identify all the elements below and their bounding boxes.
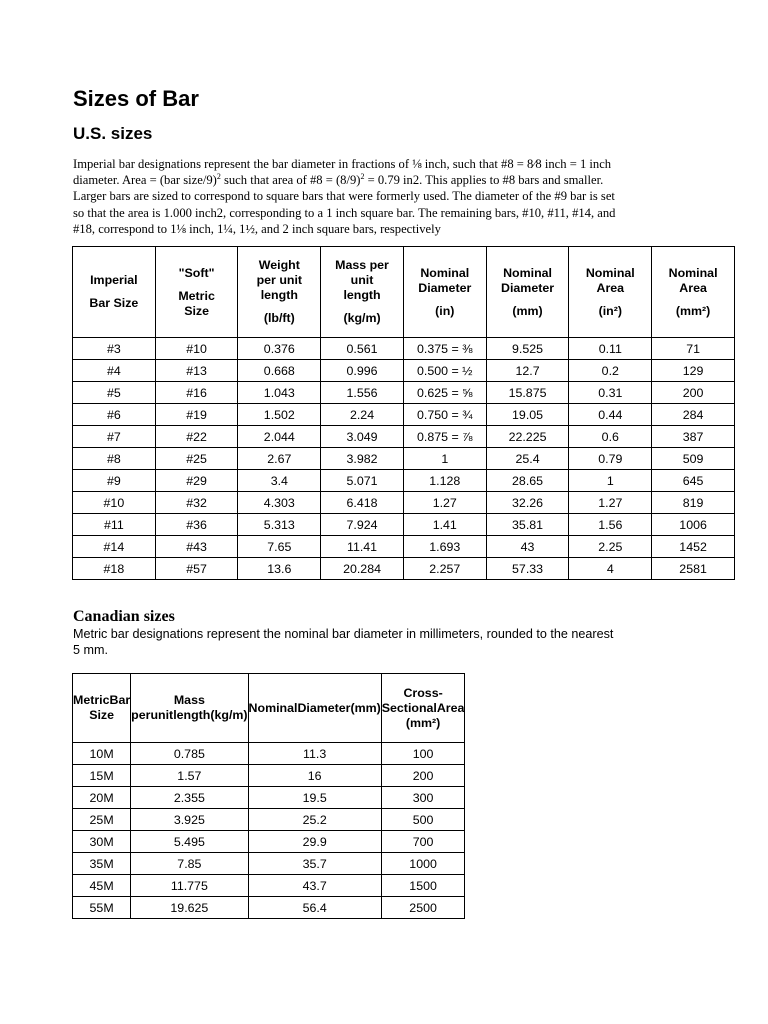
- ca-table-cell: 11.3: [248, 743, 381, 765]
- us-table-cell: 12.7: [486, 360, 569, 382]
- us-table-cell: 28.65: [486, 470, 569, 492]
- us-table-cell: 5.071: [321, 470, 404, 492]
- us-header-top-text: Nominal: [420, 265, 470, 280]
- ca-table-cell: 200: [381, 765, 465, 787]
- us-sizes-paragraph: [73, 156, 703, 237]
- us-table-cell: 200: [652, 382, 735, 404]
- table-row: [73, 448, 735, 470]
- ca-table-cell: 43.7: [248, 875, 381, 897]
- table-row: [73, 787, 465, 809]
- us-table-cell: #13: [155, 360, 238, 382]
- us-header-bottom-text: Size: [184, 303, 209, 318]
- us-table-cell: #19: [155, 404, 238, 426]
- table-row: [73, 558, 735, 580]
- us-table-cell: 6.418: [321, 492, 404, 514]
- table-row: [73, 743, 465, 765]
- us-table-cell: #18: [73, 558, 156, 580]
- us-paragraph-line-2b: such that area of #8 = (8/9): [220, 173, 361, 188]
- us-header-top-text: per unit: [256, 273, 303, 287]
- us-table-cell: 1.043: [238, 382, 321, 404]
- us-header-top-text: length: [343, 288, 381, 302]
- us-header-bottom-text: (in): [435, 303, 455, 318]
- us-table-cell: #16: [155, 382, 238, 404]
- us-header-top-text: Nominal: [668, 265, 718, 280]
- us-table-cell: 22.225: [486, 426, 569, 448]
- us-table-cell: #10: [155, 338, 238, 360]
- ca-header-top-text: Mass per: [131, 693, 205, 722]
- ca-header-cell-0: [73, 674, 131, 743]
- ca-header-top-text: Metric: [73, 693, 110, 707]
- us-table-cell: 1.27: [569, 492, 652, 514]
- ca-header-top-text: Cross-: [403, 685, 443, 700]
- us-header-top-text: unit: [350, 273, 374, 287]
- us-table-cell: 7.65: [238, 536, 321, 558]
- us-table-cell: #11: [73, 514, 156, 536]
- us-header-top-text: "Soft": [178, 265, 215, 280]
- us-header-top-text: Nominal: [585, 265, 635, 280]
- us-header-bottom-text: (lb/ft): [263, 311, 295, 325]
- ca-paragraph-line-1: Metric bar designations represent the nominal bar diameter in millimeters, rounded to the nearest: [73, 627, 614, 641]
- us-table-cell: 0.44: [569, 404, 652, 426]
- us-table-cell: 0.11: [569, 338, 652, 360]
- ca-table-cell: 7.85: [131, 853, 248, 875]
- ca-header-top-text: unit: [150, 708, 174, 722]
- us-table-cell: 9.525: [486, 338, 569, 360]
- us-header-cell-2: [238, 247, 321, 338]
- ca-table-cell: 56.4: [248, 897, 381, 919]
- us-header-cell-6: [569, 247, 652, 338]
- ca-header-cell-3: [381, 674, 465, 743]
- us-paragraph-line-3: Larger bars are sized to correspond to square bars that were formerly used. The diameter of the #9 bar is set: [73, 189, 615, 204]
- us-header-top-text: Weight: [258, 258, 300, 272]
- canadian-sizes-paragraph: [73, 626, 703, 658]
- us-table-cell: 284: [652, 404, 735, 426]
- table-row: [73, 382, 735, 404]
- us-header-top-text: Area: [679, 280, 707, 295]
- us-header-bottom-text: (mm): [512, 303, 543, 318]
- ca-table-cell: 15M: [73, 765, 131, 787]
- us-header-cell-1: [155, 247, 238, 338]
- us-table-cell: 387: [652, 426, 735, 448]
- us-header-cell-0: [73, 247, 156, 338]
- ca-header-top-text: Diameter: [297, 700, 351, 715]
- us-table-cell: 11.41: [321, 536, 404, 558]
- us-header-top-text: Area: [596, 280, 625, 295]
- us-table-cell: 0.561: [321, 338, 404, 360]
- us-table-body: [73, 338, 735, 580]
- us-table-cell: 819: [652, 492, 735, 514]
- us-header-bottom-text: (kg/m): [343, 311, 381, 325]
- ca-table-cell: 45M: [73, 875, 131, 897]
- us-header-cell-5: [486, 247, 569, 338]
- page-title: Sizes of Bar: [73, 86, 199, 111]
- table-row: [73, 809, 465, 831]
- us-paragraph-sup-1: 2: [216, 172, 221, 182]
- us-table-cell: #7: [73, 426, 156, 448]
- us-table-cell: 1.693: [403, 536, 486, 558]
- table-row: [73, 765, 465, 787]
- us-table-cell: 0.2: [569, 360, 652, 382]
- us-paragraph-line-1: Imperial bar designations represent the bar diameter in fractions of ⅛ inch, such that #8 = 8⁄8 inch = 1 inch: [73, 157, 612, 171]
- us-table-cell: 3.4: [238, 470, 321, 492]
- ca-paragraph-line-2: 5 mm.: [73, 643, 108, 657]
- ca-header-bottom-text: Bar Size: [89, 693, 131, 722]
- us-bar-sizes-table: [72, 246, 735, 580]
- us-table-cell: 0.996: [321, 360, 404, 382]
- ca-table-cell: 20M: [73, 787, 131, 809]
- table-row: [73, 897, 465, 919]
- ca-table-cell: 29.9: [248, 831, 381, 853]
- us-table-cell: #57: [155, 558, 238, 580]
- us-table-cell: #6: [73, 404, 156, 426]
- us-table-cell: 5.313: [238, 514, 321, 536]
- table-row: [73, 514, 735, 536]
- us-table-cell: 19.05: [486, 404, 569, 426]
- table-row: [73, 536, 735, 558]
- ca-table-cell: 25.2: [248, 809, 381, 831]
- us-header-cell-3: [321, 247, 404, 338]
- us-table-cell: 1: [403, 448, 486, 470]
- ca-header-cell-2: [248, 674, 381, 743]
- ca-table-cell: 2500: [381, 897, 465, 919]
- ca-table-cell: 5.495: [131, 831, 248, 853]
- us-table-cell: 3.049: [321, 426, 404, 448]
- us-table-cell: #32: [155, 492, 238, 514]
- us-table-cell: 4: [569, 558, 652, 580]
- us-table-cell: 43: [486, 536, 569, 558]
- us-header-bottom-text: (in²): [598, 303, 622, 318]
- ca-table-cell: 100: [381, 743, 465, 765]
- us-table-cell: 1.56: [569, 514, 652, 536]
- us-table-cell: 1006: [652, 514, 735, 536]
- us-table-cell: 2.24: [321, 404, 404, 426]
- us-table-cell: 0.376: [238, 338, 321, 360]
- table-row: [73, 426, 735, 448]
- table-row: [73, 492, 735, 514]
- us-table-cell: #5: [73, 382, 156, 404]
- us-header-top-text: Diameter: [501, 280, 555, 295]
- us-table-cell: 4.303: [238, 492, 321, 514]
- us-table-cell: 15.875: [486, 382, 569, 404]
- ca-table-cell: 11.775: [131, 875, 248, 897]
- us-table-cell: 645: [652, 470, 735, 492]
- ca-table-cell: 300: [381, 787, 465, 809]
- ca-header-top-text: length: [173, 708, 211, 722]
- us-table-cell: 1.502: [238, 404, 321, 426]
- us-table-cell: 20.284: [321, 558, 404, 580]
- us-paragraph-line-2c: = 0.79 in2. This applies to #8 bars and smaller.: [364, 173, 604, 188]
- us-table-cell: 2.25: [569, 536, 652, 558]
- ca-table-cell: 35.7: [248, 853, 381, 875]
- ca-table-cell: 30M: [73, 831, 131, 853]
- ca-table-cell: 0.785: [131, 743, 248, 765]
- ca-table-cell: 10M: [73, 743, 131, 765]
- us-table-cell: #4: [73, 360, 156, 382]
- us-table-cell: 13.6: [238, 558, 321, 580]
- us-table-cell: #9: [73, 470, 156, 492]
- canadian-bar-sizes-table: [72, 673, 465, 919]
- us-paragraph-sup-2: 2: [360, 172, 365, 182]
- us-table-cell: 0.875 = ⅞: [403, 426, 486, 448]
- us-table-cell: 0.750 = ¾: [403, 404, 486, 426]
- us-table-header: [73, 247, 735, 338]
- ca-header-bottom-text: (kg/m): [210, 708, 248, 722]
- ca-header-cell-1: [131, 674, 248, 743]
- us-table-cell: 2.67: [238, 448, 321, 470]
- canadian-sizes-heading: Canadian sizes: [73, 608, 175, 625]
- us-table-cell: #22: [155, 426, 238, 448]
- ca-header-bottom-text: Area (mm²): [405, 700, 465, 730]
- table-row: [73, 831, 465, 853]
- us-table-cell: 129: [652, 360, 735, 382]
- ca-table-cell: 1000: [381, 853, 465, 875]
- us-sizes-heading: U.S. sizes: [73, 124, 153, 143]
- us-table-cell: #8: [73, 448, 156, 470]
- us-table-cell: 1: [569, 470, 652, 492]
- ca-table-cell: 25M: [73, 809, 131, 831]
- us-table-cell: #36: [155, 514, 238, 536]
- table-row: [73, 853, 465, 875]
- ca-table-header: [73, 674, 465, 743]
- us-table-cell: #10: [73, 492, 156, 514]
- us-table-cell: 0.668: [238, 360, 321, 382]
- ca-header-top-text: Nominal: [248, 700, 298, 715]
- us-header-bottom-text: (mm²): [675, 303, 711, 318]
- us-table-cell: 509: [652, 448, 735, 470]
- ca-header-bottom-text: (mm): [350, 700, 381, 715]
- us-table-cell: 0.625 = ⅝: [403, 382, 486, 404]
- us-table-cell: 2.257: [403, 558, 486, 580]
- us-header-top-text: Mass per: [335, 258, 389, 272]
- us-table-cell: 3.982: [321, 448, 404, 470]
- us-header-top-text: Diameter: [418, 280, 472, 295]
- us-paragraph-line-2a: diameter. Area = (bar size/9): [73, 173, 217, 188]
- us-table-cell: #25: [155, 448, 238, 470]
- us-table-cell: 7.924: [321, 514, 404, 536]
- us-table-cell: 0.375 = ⅜: [403, 338, 486, 360]
- ca-table-cell: 1500: [381, 875, 465, 897]
- ca-table-cell: 19.625: [131, 897, 248, 919]
- us-table-cell: 0.79: [569, 448, 652, 470]
- us-header-bottom-text: Metric: [178, 288, 215, 303]
- us-header-bottom-text: Bar Size: [89, 296, 139, 310]
- ca-table-cell: 500: [381, 809, 465, 831]
- us-table-cell: 0.6: [569, 426, 652, 448]
- ca-table-cell: 1.57: [131, 765, 248, 787]
- ca-header-top-text: Sectional: [381, 700, 437, 715]
- us-table-cell: 71: [652, 338, 735, 360]
- us-header-top-text: length: [260, 288, 298, 302]
- table-row: [73, 404, 735, 426]
- table-row: [73, 875, 465, 897]
- ca-table-cell: 35M: [73, 853, 131, 875]
- us-table-cell: 57.33: [486, 558, 569, 580]
- ca-table-body: [73, 743, 465, 919]
- us-header-top-text: Imperial: [90, 273, 138, 287]
- us-table-cell: 0.31: [569, 382, 652, 404]
- ca-table-cell: 700: [381, 831, 465, 853]
- us-header-top-text: Nominal: [503, 265, 552, 280]
- us-table-cell: 0.500 = ½: [403, 360, 486, 382]
- us-table-cell: 2.044: [238, 426, 321, 448]
- us-paragraph-line-5: #18, correspond to 1⅛ inch, 1¼, 1½, and 2 inch square bars, respectively: [73, 221, 441, 236]
- us-table-cell: 1.27: [403, 492, 486, 514]
- ca-table-cell: 3.925: [131, 809, 248, 831]
- us-table-cell: #43: [155, 536, 238, 558]
- us-table-cell: #29: [155, 470, 238, 492]
- us-table-cell: 1.128: [403, 470, 486, 492]
- table-row: [73, 470, 735, 492]
- ca-table-cell: 2.355: [131, 787, 248, 809]
- ca-table-cell: 55M: [73, 897, 131, 919]
- us-header-cell-4: [403, 247, 486, 338]
- us-table-cell: 35.81: [486, 514, 569, 536]
- us-table-cell: 32.26: [486, 492, 569, 514]
- ca-table-cell: 16: [248, 765, 381, 787]
- us-table-cell: 1.41: [403, 514, 486, 536]
- us-table-cell: 2581: [652, 558, 735, 580]
- us-table-cell: #3: [73, 338, 156, 360]
- us-table-cell: 25.4: [486, 448, 569, 470]
- us-table-cell: #14: [73, 536, 156, 558]
- us-table-cell: 1.556: [321, 382, 404, 404]
- us-paragraph-line-4: so that the area is 1.000 inch2, corresponding to a 1 inch square bar. The remaining bars, #10, #11, #14, and: [73, 205, 616, 220]
- table-row: [73, 360, 735, 382]
- table-row: [73, 338, 735, 360]
- us-table-cell: 1452: [652, 536, 735, 558]
- us-header-cell-7: [652, 247, 735, 338]
- ca-table-cell: 19.5: [248, 787, 381, 809]
